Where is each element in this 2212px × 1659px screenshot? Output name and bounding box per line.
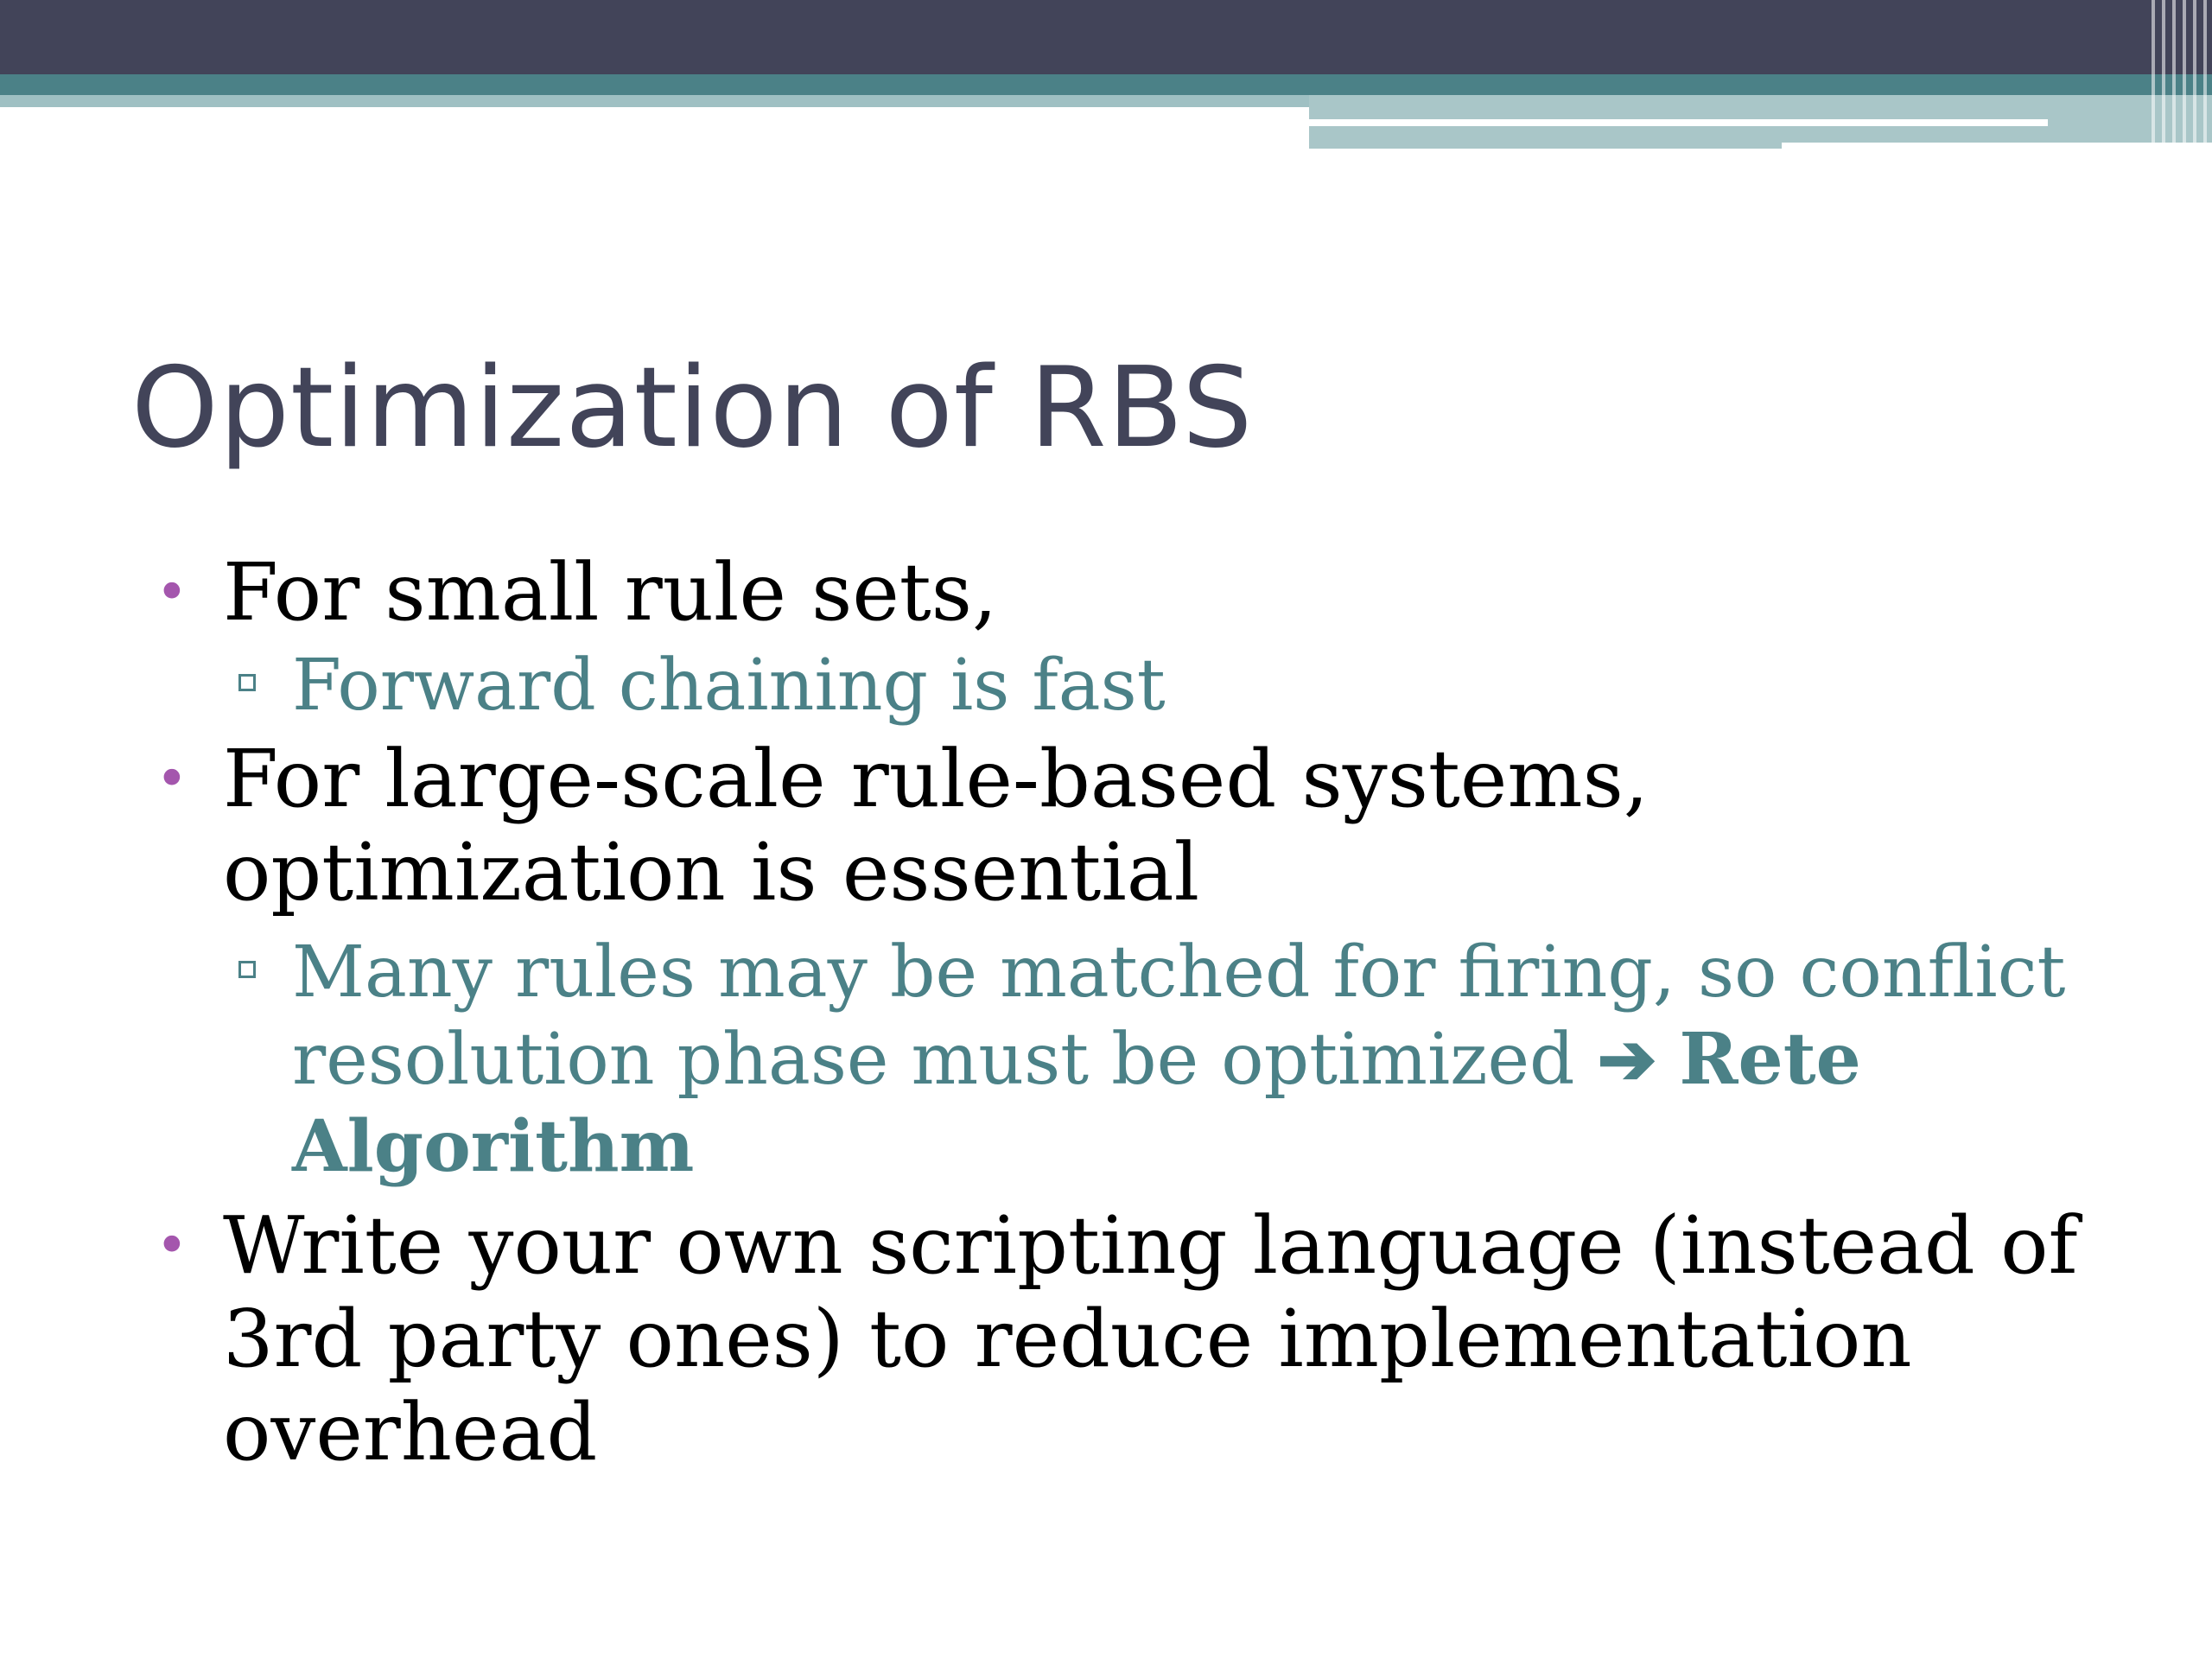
square-bullet-icon (238, 961, 256, 978)
sub-bullet-text: Many rules may be matched for firing, so conflict resolution phase must be optimized (292, 931, 2066, 1101)
header-accent-bar (0, 74, 2212, 95)
square-bullet-icon (238, 674, 256, 691)
slide-title: Optimization of RBS (131, 344, 1254, 473)
bullet-text: Write your own scripting language (instead of 3rd party ones) to reduce implementation overhead (223, 1199, 2078, 1478)
header-right-line (1782, 143, 2212, 151)
header-accent-light (0, 95, 1309, 107)
bullet-text: For large-scale rule-based systems, optimization is essential (223, 733, 1649, 918)
header-bar (0, 0, 2212, 74)
bullet-item (156, 546, 2108, 639)
bullet-dot-icon: • (156, 747, 188, 811)
bullet-dot-icon: • (156, 561, 188, 625)
header-stripes (2152, 0, 2212, 151)
sub-bullet-text: Forward chaining is fast (292, 645, 1166, 727)
bullet-item (156, 1199, 2108, 1479)
arrow-icon: ➔ (1597, 1018, 1657, 1101)
bullet-item (156, 733, 2108, 919)
sub-bullet-item (156, 930, 2108, 1191)
emphasis-text: Rete Algorithm (292, 1018, 1861, 1188)
header-right-line (1309, 119, 2048, 126)
bullet-text: For small rule sets, (223, 546, 998, 639)
slide-content (156, 546, 2108, 1479)
bullet-dot-icon: • (156, 1214, 188, 1278)
sub-bullet-item (156, 643, 2108, 729)
